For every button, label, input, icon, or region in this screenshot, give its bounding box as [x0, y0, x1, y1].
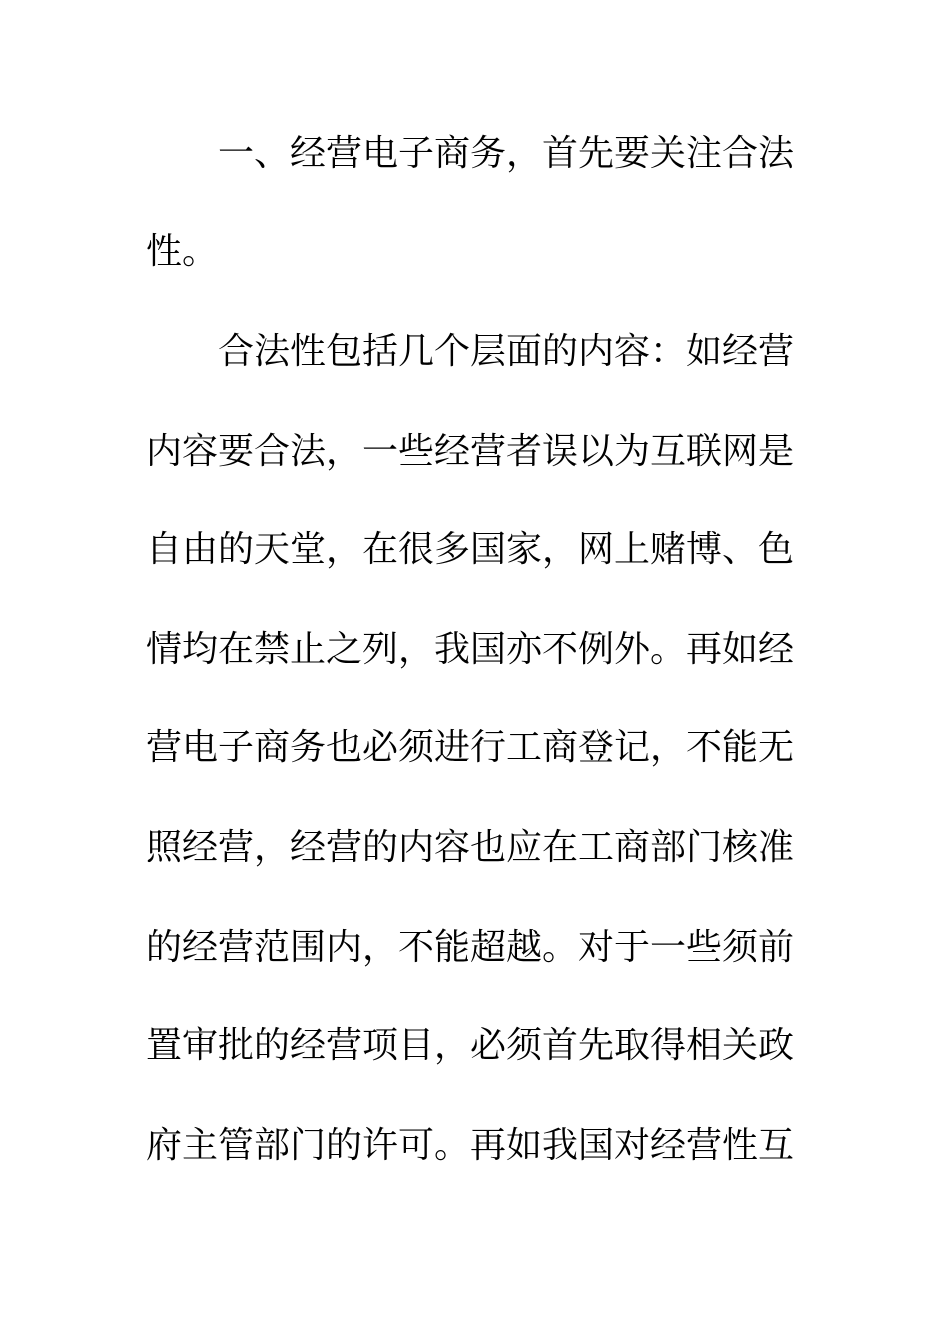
paragraph-line: 内容要合法，一些经营者误以为互联网是: [146, 431, 795, 472]
paragraph-line: 情均在禁止之列，我国亦不例外。再如经: [146, 629, 795, 670]
paragraph-line: 置审批的经营项目，必须首先取得相关政: [146, 1025, 795, 1066]
paragraph-line: 一、经营电子商务，首先要关注合法: [218, 133, 795, 174]
paragraph-line: 照经营，经营的内容也应在工商部门核准: [146, 827, 795, 868]
paragraph-line: 合法性包括几个层面的内容：如经营: [218, 331, 795, 372]
paragraph-line: 的经营范围内，不能超越。对于一些须前: [146, 927, 795, 968]
paragraph-line: 营电子商务也必须进行工商登记，不能无: [146, 727, 795, 768]
paragraph-line: 府主管部门的许可。再如我国对经营性互: [146, 1125, 795, 1166]
paragraph-line: 性。: [146, 231, 219, 272]
paragraph-line: 自由的天堂，在很多国家，网上赌博、色: [146, 529, 795, 570]
